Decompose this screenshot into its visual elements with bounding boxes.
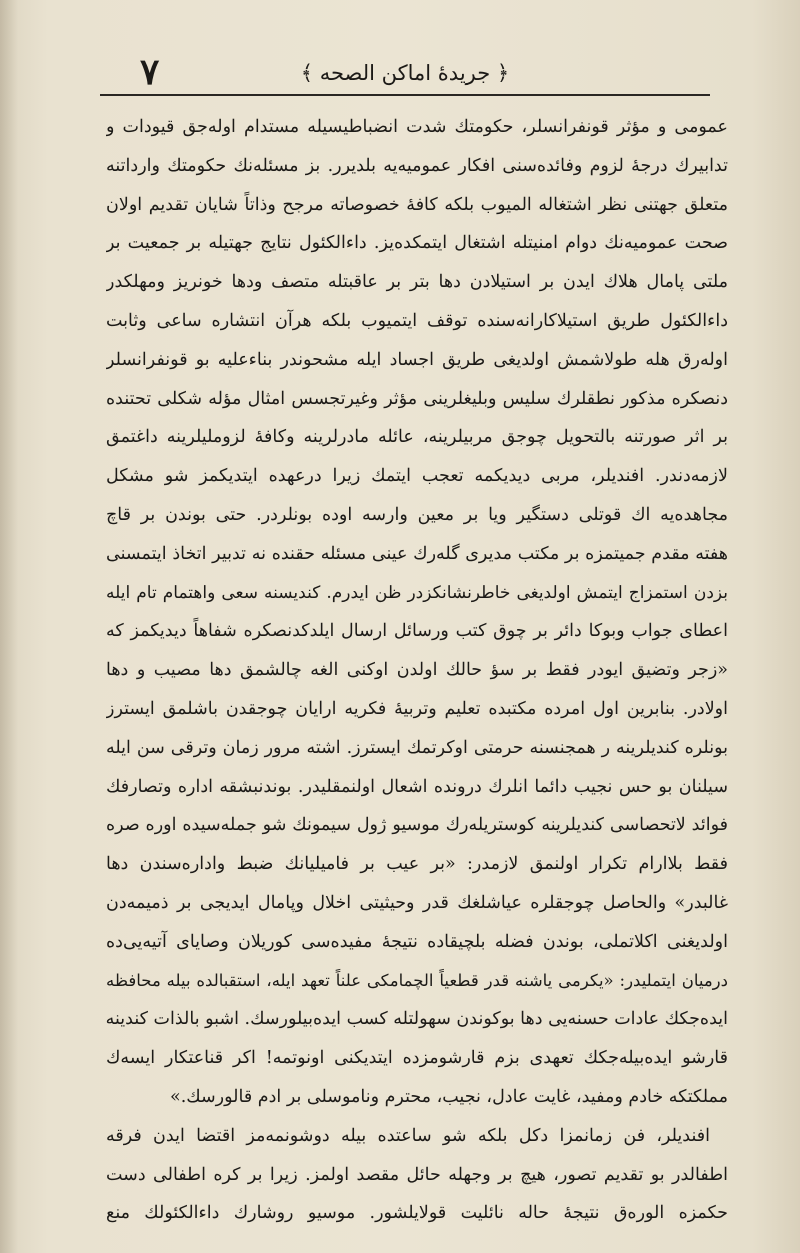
text-line: فوائد لاتحصاسی کندیلرینه کوستریله‌رك موسیو ژول سیمونك شو جمله‌سیده اوره صره: [106, 815, 728, 836]
text-line: مجاهده‌یه اك قوتلی دستگیر ویا بر معین وارسه اوده بونلردر. حتی بوندن بر قاچ: [106, 504, 728, 525]
text-line: تدابیرك درجۀ لزوم وفائده‌سنی افکار عمومیه‌یه بلدیرر. بز مسئله‌نك حکومتك وارداتنه: [106, 155, 728, 176]
running-head: [100, 48, 710, 96]
text-line: بونلره کندیلرینه ر همجنسنه حرمتی اوکرتمك ایسترز. اشته مرور زمان وترقی سن ایله: [106, 737, 728, 758]
text-line: عمومی و مؤثر قونفرانسلر، حکومتك شدت انضباطیسیله مستدام اوله‌جق قیودات و: [106, 117, 728, 137]
journal-title: ﴿ جریدۀ اماکن الصحه ﴾: [300, 61, 510, 85]
text-line: فقط بلاارام تکرار اولنمق لازمدر: «بر عیب بر فامیلیانك ضبط واداره‌سندن دها: [106, 854, 728, 875]
text-line: اطفالدر بو تقدیم تصور، هیچ بر وجهله حائل مقصد اولمز. زیرا بر کره اطفالی دست: [106, 1164, 728, 1185]
text-line: اولدیغنی اکلاتملی، بوندن فضله بلچیقاده نتیجۀ مفیده‌سی کوریلان وصایای آتیه‌یی‌ده: [106, 931, 728, 952]
text-line: مملکتکه خادم ومفید، غایت عادل، نجیب، محترم وناموسلی بر ادم قالورسك.»: [170, 1086, 728, 1107]
body-text: [106, 108, 728, 1233]
text-line: هفته مقدم جمیتمزه بر مکتب مدیری گله‌رك عینی مسئله حقنده نه تدبیر اتخاذ ایتمسنی: [106, 543, 728, 564]
text-line: اولادر. بنابرین اول امرده مکتبده تعلیم وتربیۀ فکریه ارایان چوجقدن باشلمق ایسترز: [106, 698, 728, 719]
text-line: افندیلر، فن زمانمزا دکل بلکه شو ساعتده بیله دوشونمه‌مز اقتضا ایدن فرقه: [106, 1125, 710, 1146]
text-line: دنصکره مذکور نطقلرك سلیس وبلیغلرینی مؤثر وغیرتجسس امثال مؤله شکلی تحتنده: [106, 388, 728, 409]
text-line: بر اثر صورتنه بالتحویل چوجق مربیلرینه، عائله مادرلرینه وکافۀ لزوملیلرینه داغتمق: [106, 427, 728, 448]
text-line: قارشو ایده‌بیله‌جکك تعهدی بزم قارشومزده ایتدیکنی اونوتمه! اکر قناعتکار ایسه‌ك: [106, 1048, 728, 1069]
page-binding-shadow: [0, 0, 18, 1253]
text-line: سیلنان بو حس نجیب دائما انلرك درونده اشعال اولنمقلیدر. بوندنبشقه اداره وتصارفك: [106, 776, 728, 797]
text-line: اوله‌رق هله طولاشمش اولدیغی طریق اجساد ایله مشحوندر بناءعلیه بو قونفرانسلر: [106, 349, 728, 370]
page-number: ۷: [140, 51, 160, 93]
text-line: اعطای جواب وبوکا دائر بر چوق کتب ورسائل ارسال ایلدکدنصکره شفاهاً دیدیکمز که: [106, 621, 728, 642]
text-line: بزدن استمزاج ایتمش اولدیغی خاطرنشانکزدر ظن ایدرم. کندیسنه سعی واهتمام تام ایله: [106, 582, 728, 603]
text-line: «زجر وتضیق ایودر فقط بر سؤ حالك اولدن اوکنی الغه چالشمق دها مصیب و دها: [106, 660, 728, 681]
text-line: حکمزه الوره‌ق نتیجۀ حاله نائلیت قولایلشور. موسیو روشارك داءالکئولك منع: [106, 1203, 728, 1224]
text-line: متعلق جهتنی نظر اشتغاله المیوب بلکه کافۀ خصوصاته مرجح وذاتاً شایان تقدیم اولان: [106, 194, 728, 215]
text-line: درمیان ایتملیدر: «یکرمی یاشنه قدر قطعیاً الچمامکی علناً تعهد ایله، استقبالده بیله محافظه: [106, 970, 728, 990]
text-line: غالبدر» والحاصل چوجقلره عیاشلغك قدر وحیثیتی اخلال وپامال ایدیجی بر ذمیمه‌دن: [106, 892, 728, 913]
text-line: داءالکئول طریق استیلاکارانه‌سنده توقف ایتمیوب بلکه هرآن انتشاره ساعی وثابت: [106, 310, 728, 331]
text-line: ملتی پامال هلاك ایدن بر استیلادن دها بتر بر عاقبتله متصف ودها خونریز ومهلکدر: [106, 272, 728, 293]
text-line: صحت عمومیه‌نك دوام امنیتله اشتغال ایتمکده‌یز. داءالکئول نتایج جهتیله بر جمعیت بر: [106, 233, 728, 254]
text-line: ایده‌جکك عادات حسنه‌یی دها بوکوندن سهولتله کسب ایده‌بیلورسك. اشبو بالذات کندینه: [106, 1009, 728, 1030]
text-line: لازمه‌دندر. افندیلر، مربی دیدیکمه تعجب ایتمك زیرا درعهده ایتدیکمز شو مشکل: [106, 466, 728, 487]
